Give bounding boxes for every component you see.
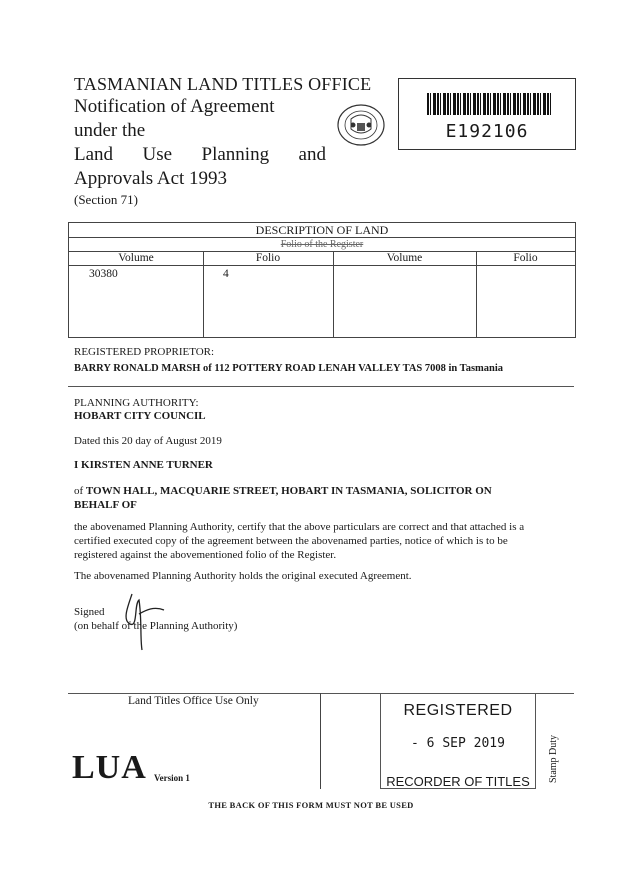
header-rule (69, 265, 575, 266)
act-word: Land (74, 144, 114, 165)
form-code: LUA (72, 749, 147, 786)
certification-line-2: certified executed copy of the agreement between the abovenamed parties, notice of which is to be (74, 535, 508, 547)
office-use-box (68, 693, 574, 789)
column-header: Volume (118, 252, 154, 264)
registrar-seal-icon (336, 103, 386, 147)
description-of-land-table (68, 222, 576, 338)
act-word: and (298, 144, 326, 165)
stamp-duty-label: Stamp Duty (548, 734, 559, 783)
certification-line-3: registered against the abovementioned folio of the Register. (74, 549, 337, 561)
proprietor-value: BARRY RONALD MARSH of 112 POTTERY ROAD LENAH VALLEY TAS 7008 in Tasmania (74, 363, 504, 374)
proprietor-label: REGISTERED PROPRIETOR: (74, 346, 215, 358)
dated-line: Dated this 20 day of August 2019 (74, 435, 222, 447)
act-word: Use (142, 144, 173, 165)
act-name-line-2: Approvals Act 1993 (74, 168, 228, 189)
table-cell-volume: 30380 (89, 268, 118, 280)
handwritten-signature (112, 590, 172, 652)
form-title-line-1: Notification of Agreement (74, 96, 275, 117)
of-prefix: of (74, 485, 84, 497)
form-title-line-2: under the (74, 120, 146, 141)
column-header: Folio (513, 252, 538, 264)
holds-original-line: The abovenamed Planning Authority holds the original executed Agreement. (74, 570, 412, 582)
barcode-icon (427, 93, 551, 115)
barcode-box (398, 78, 576, 150)
footer-note: THE BACK OF THIS FORM MUST NOT BE USED (208, 800, 414, 810)
act-name-line-1 (74, 143, 326, 167)
table-cell-folio: 4 (223, 268, 229, 280)
authority-label: PLANNING AUTHORITY: (74, 397, 199, 409)
office-name: TASMANIAN LAND TITLES OFFICE (74, 74, 372, 94)
office-use-label: Land Titles Office Use Only (128, 695, 259, 707)
signatory-address-line-2: BEHALF OF (74, 499, 137, 511)
divider (68, 386, 574, 387)
form-version: Version 1 (154, 773, 190, 783)
authority-value: HOBART CITY COUNCIL (74, 410, 206, 422)
signed-behalf: (on behalf of the Planning Authority) (74, 620, 238, 632)
column-header: Folio (255, 252, 281, 264)
stamp-recorder: RECORDER OF TITLES (386, 774, 530, 789)
column-divider (320, 693, 321, 789)
section-ref: (Section 71) (74, 192, 138, 207)
table-subheading: Folio of the Register (69, 238, 575, 252)
signatory-name: I KIRSTEN ANNE TURNER (74, 459, 213, 471)
stamp-registered: REGISTERED (403, 702, 513, 719)
table-heading: DESCRIPTION OF LAND (69, 223, 575, 238)
stamp-date: - 6 SEP 2019 (411, 736, 505, 751)
column-header: Volume (386, 252, 423, 264)
dealing-number: E192106 (445, 121, 529, 142)
signatory-address-line-1: TOWN HALL, MACQUARIE STREET, HOBART IN TASMANIA, SOLICITOR ON (85, 485, 492, 497)
registered-stamp (380, 693, 536, 789)
signatory-address (74, 484, 492, 498)
act-word: Planning (201, 144, 270, 165)
signed-label: Signed (74, 606, 105, 618)
certification-line-1: the abovenamed Planning Authority, certify that the above particulars are correct and that attached is a (74, 521, 525, 533)
